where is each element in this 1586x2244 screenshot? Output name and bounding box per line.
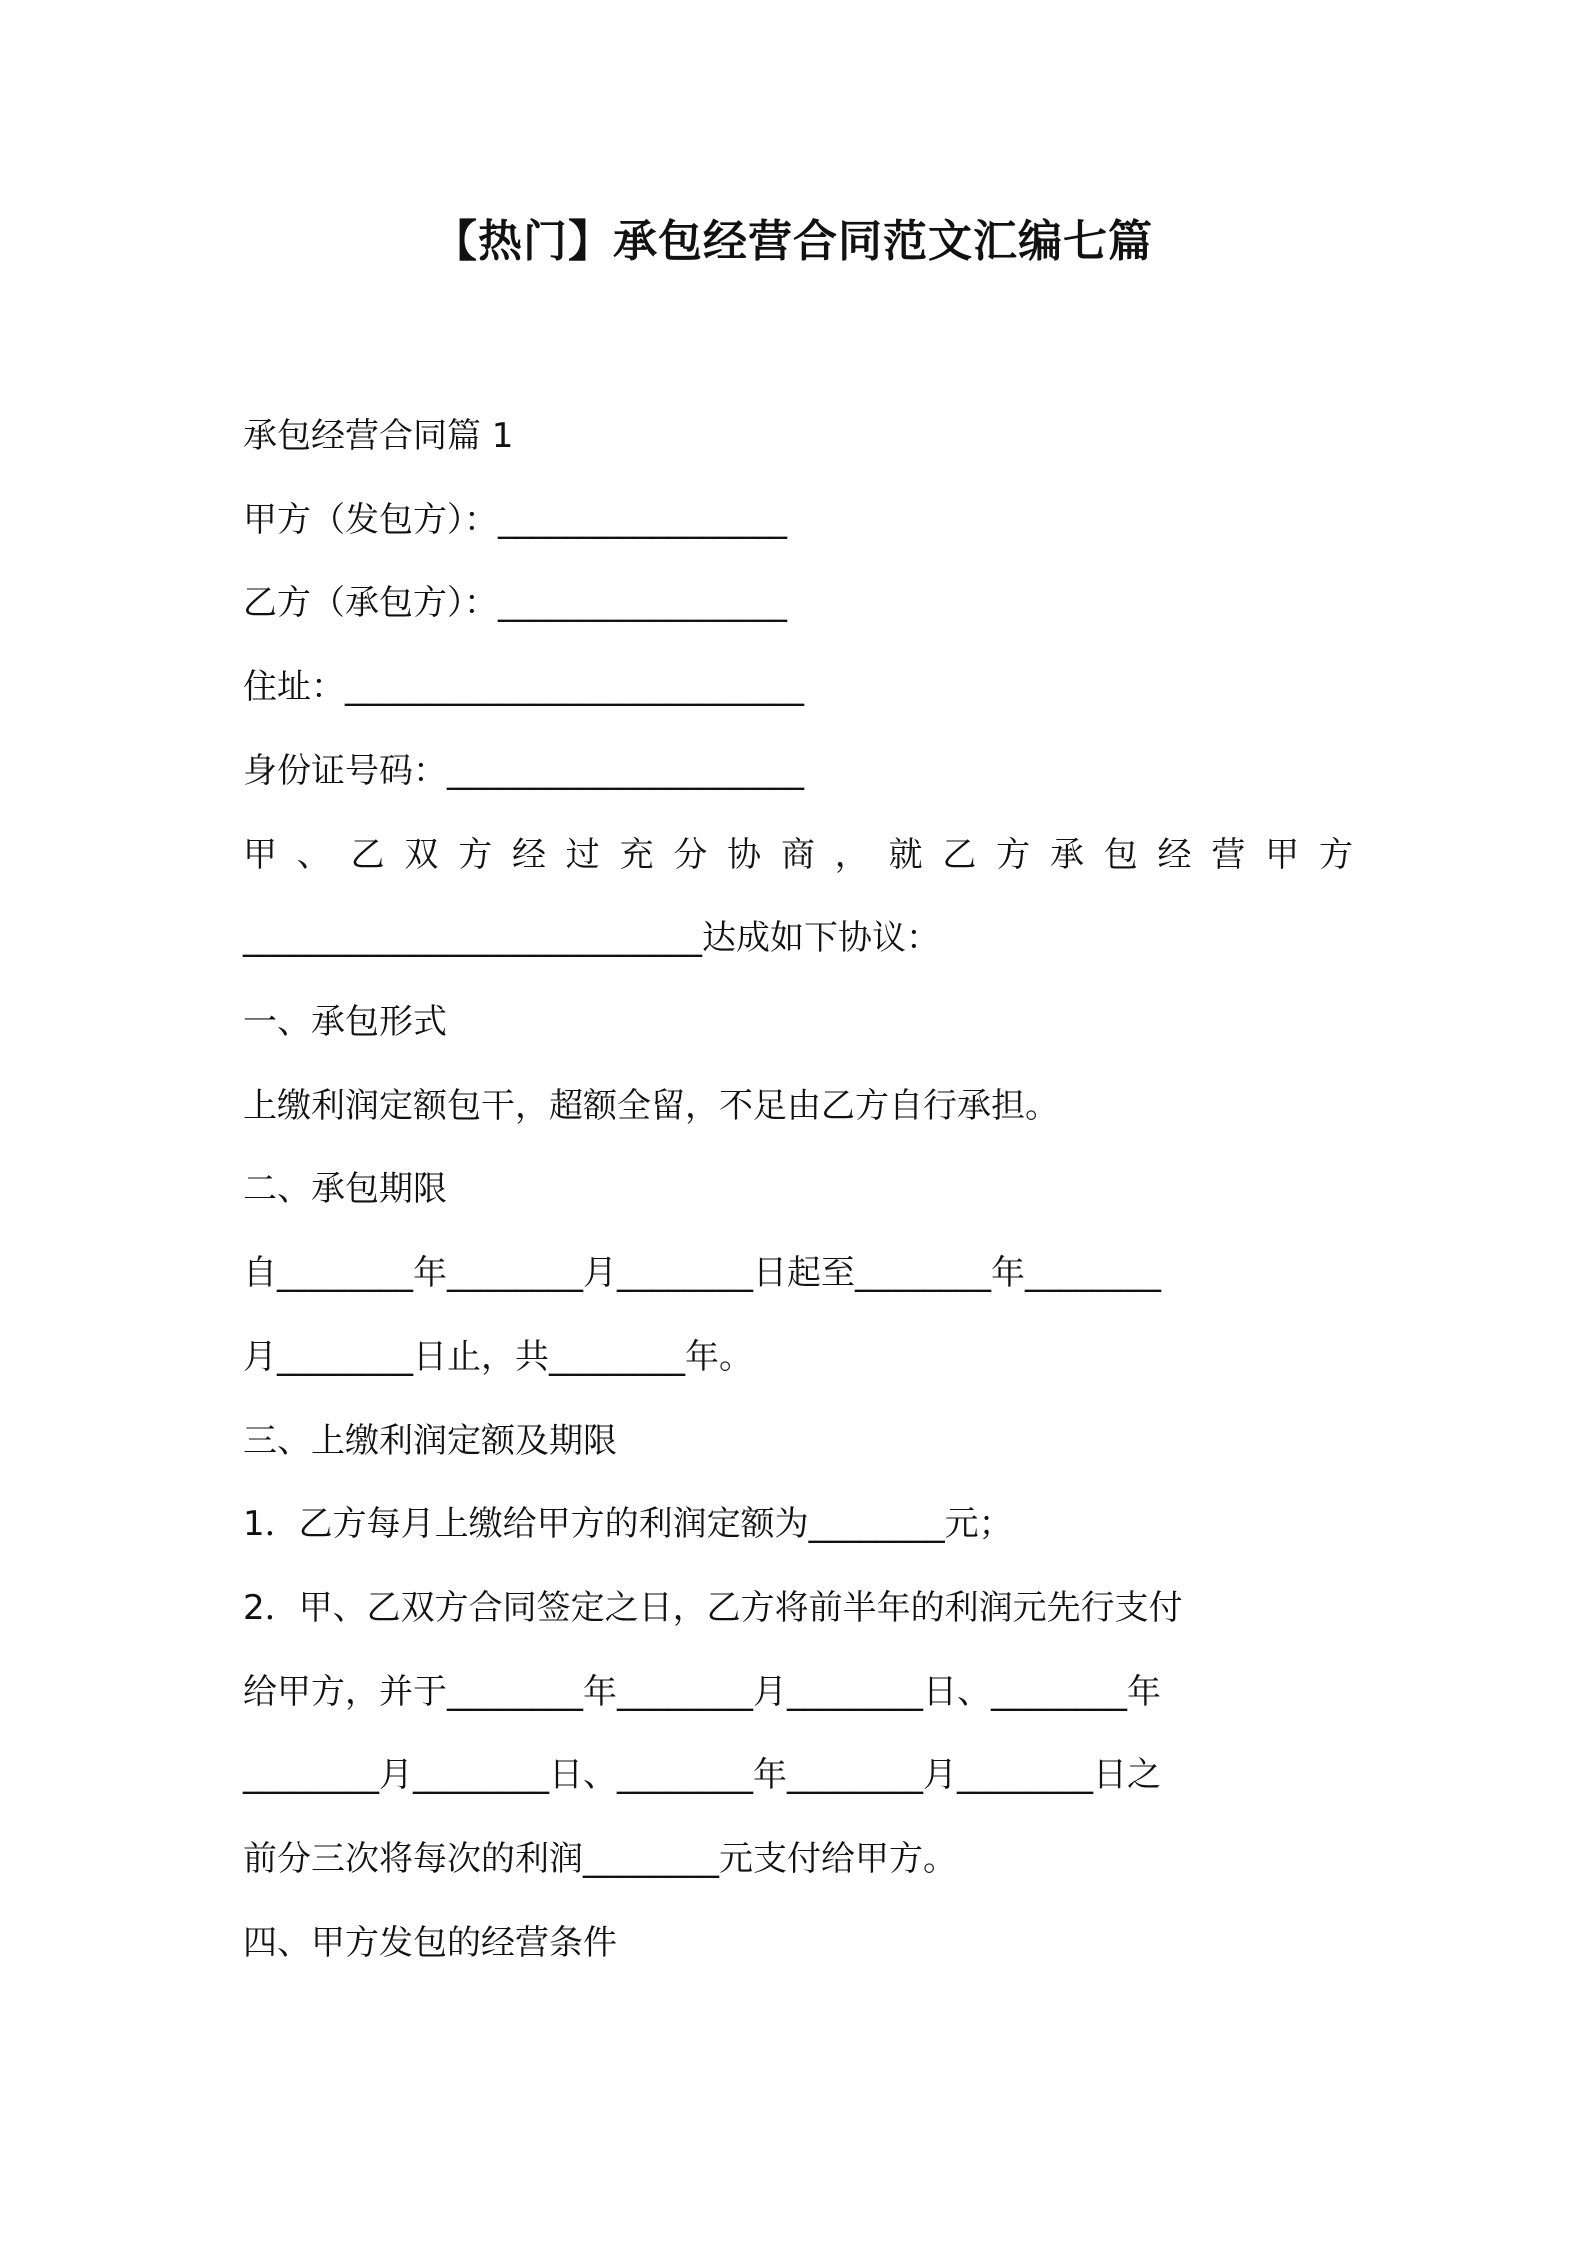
clause-3-2-line-4: 前分三次将每次的利润________元支付给甲方。 bbox=[243, 1839, 957, 1879]
party-b-field: 乙方（承包方）：_________________ bbox=[243, 583, 787, 623]
address-field: 住址：___________________________ bbox=[243, 667, 804, 707]
section-heading-4: 四、甲方发包的经营条件 bbox=[243, 1923, 617, 1963]
justified-char: 方 bbox=[996, 835, 1031, 875]
clause-3-2-line-3: ________月________日、________年________月________日之 bbox=[243, 1755, 1161, 1795]
clause-3-2-line-2: 给甲方，并于________年________月________日、________年 bbox=[243, 1672, 1161, 1712]
justified-char: 方 bbox=[1318, 835, 1353, 875]
clause-3-1: 1．乙方每月上缴给甲方的利润定额为________元； bbox=[243, 1504, 1013, 1544]
document-title: 【热门】承包经营合同范文汇编七篇 bbox=[433, 216, 1153, 267]
justified-char: 乙 bbox=[942, 835, 977, 875]
section-heading-1: 一、承包形式 bbox=[243, 1002, 447, 1042]
justified-char: 甲 bbox=[1265, 835, 1300, 875]
justified-char: ， bbox=[834, 835, 869, 875]
section-heading-2: 二、承包期限 bbox=[243, 1169, 447, 1209]
justified-char: 甲 bbox=[243, 835, 277, 875]
section-heading-3: 三、上缴利润定额及期限 bbox=[243, 1421, 617, 1461]
justified-char: 过 bbox=[565, 835, 600, 875]
party-a-field: 甲方（发包方）：_________________ bbox=[243, 500, 787, 540]
justified-char: 承 bbox=[1049, 835, 1084, 875]
justified-char: 双 bbox=[404, 835, 439, 875]
justified-char: 经 bbox=[511, 835, 546, 875]
justified-char: 方 bbox=[458, 835, 493, 875]
agreement-intro-continuation: ___________________________达成如下协议： bbox=[243, 918, 940, 958]
justified-char: 乙 bbox=[350, 835, 385, 875]
paragraph-term-line-1: 自________年________月________日起至________年________ bbox=[243, 1253, 1161, 1293]
clause-3-2-line-1: 2．甲、乙双方合同签定之日，乙方将前半年的利润元先行支付 bbox=[243, 1588, 1183, 1628]
justified-char: 经 bbox=[1157, 835, 1192, 875]
justified-char: 协 bbox=[727, 835, 762, 875]
justified-char: 包 bbox=[1103, 835, 1138, 875]
justified-char: 营 bbox=[1211, 835, 1246, 875]
paragraph-term-line-2: 月________日止，共________年。 bbox=[243, 1337, 753, 1377]
justified-char: 充 bbox=[619, 835, 654, 875]
agreement-intro-line bbox=[243, 830, 1353, 880]
justified-char: 、 bbox=[296, 835, 331, 875]
id-number-field: 身份证号码：_____________________ bbox=[243, 751, 804, 791]
paragraph-contract-form: 上缴利润定额包干，超额全留，不足由乙方自行承担。 bbox=[243, 1086, 1059, 1126]
justified-char: 就 bbox=[888, 835, 923, 875]
justified-char: 分 bbox=[673, 835, 708, 875]
justified-char: 商 bbox=[780, 835, 815, 875]
section-heading-contract-1: 承包经营合同篇 1 bbox=[243, 416, 514, 456]
